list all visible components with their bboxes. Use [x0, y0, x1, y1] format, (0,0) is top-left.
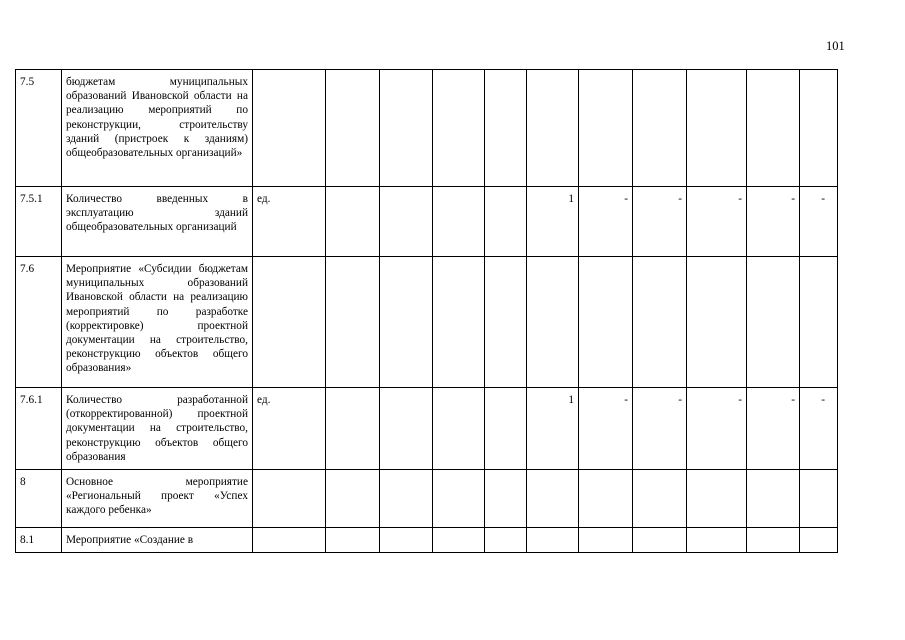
empty-cell — [326, 528, 380, 553]
empty-cell — [433, 388, 485, 470]
empty-cell — [485, 187, 527, 257]
row-dash-cell — [800, 257, 838, 388]
row-dash-cell: - — [747, 388, 800, 470]
empty-cell — [326, 388, 380, 470]
row-description-cell: Основное мероприятие «Региональный проект «Успех каждого ребенка» — [62, 470, 253, 528]
row-description-cell: Мероприятие «Субсидии бюджетам муниципальных образований Ивановской области на реализацию мероприятий по разработке (корректировке) проектной документации на строительство, реконструкцию объектов общего образования» — [62, 257, 253, 388]
row-dash-cell — [747, 528, 800, 553]
empty-cell — [433, 528, 485, 553]
row-dash-cell — [687, 70, 747, 187]
row-unit-cell — [253, 470, 326, 528]
row-dash-cell: - — [747, 187, 800, 257]
empty-cell — [380, 528, 433, 553]
row-code-cell: 7.5.1 — [16, 187, 62, 257]
row-dash-cell — [579, 70, 633, 187]
table-row — [16, 257, 838, 388]
row-dash-cell — [687, 528, 747, 553]
row-dash-cell: - — [687, 187, 747, 257]
row-dash-cell — [687, 470, 747, 528]
row-description-cell: Количество введенных в эксплуатацию зданий общеобразовательных организаций — [62, 187, 253, 257]
row-description-cell: бюджетам муниципальных образований Ивановской области на реализацию мероприятий по реконструкции, строительству зданий (пристроек к зданиям) общеобразовательных организаций» — [62, 70, 253, 187]
row-dash-cell — [800, 470, 838, 528]
row-dash-cell: - — [800, 187, 838, 257]
empty-cell — [433, 470, 485, 528]
row-dash-cell — [579, 257, 633, 388]
row-code-cell: 8.1 — [16, 528, 62, 553]
row-dash-cell — [633, 70, 687, 187]
empty-cell — [485, 70, 527, 187]
empty-cell — [380, 388, 433, 470]
empty-cell — [380, 470, 433, 528]
row-code-cell: 7.6.1 — [16, 388, 62, 470]
row-dash-cell — [747, 70, 800, 187]
row-dash-cell — [633, 257, 687, 388]
row-dash-cell — [633, 528, 687, 553]
row-dash-cell: - — [633, 388, 687, 470]
row-value-cell — [527, 528, 579, 553]
row-dash-cell — [800, 70, 838, 187]
empty-cell — [326, 257, 380, 388]
row-code-cell: 8 — [16, 470, 62, 528]
indicators-table — [15, 69, 838, 553]
row-description-cell: Количество разработанной (откорректированной) проектной документации на строительство, реконструкцию объектов общего образования — [62, 388, 253, 470]
empty-cell — [433, 70, 485, 187]
row-dash-cell: - — [687, 388, 747, 470]
row-dash-cell — [747, 470, 800, 528]
row-code-cell: 7.6 — [16, 257, 62, 388]
row-dash-cell: - — [579, 388, 633, 470]
table-row — [16, 388, 838, 470]
row-dash-cell — [747, 257, 800, 388]
empty-cell — [326, 70, 380, 187]
row-dash-cell: - — [633, 187, 687, 257]
empty-cell — [326, 470, 380, 528]
empty-cell — [380, 257, 433, 388]
empty-cell — [433, 257, 485, 388]
row-value-cell: 1 — [527, 187, 579, 257]
table-row — [16, 70, 838, 187]
empty-cell — [485, 470, 527, 528]
table-row — [16, 470, 838, 528]
row-dash-cell — [687, 257, 747, 388]
empty-cell — [326, 187, 380, 257]
empty-cell — [380, 70, 433, 187]
empty-cell — [380, 187, 433, 257]
empty-cell — [485, 528, 527, 553]
table-row — [16, 528, 838, 553]
row-unit-cell: ед. — [253, 388, 326, 470]
row-dash-cell — [579, 528, 633, 553]
row-unit-cell: ед. — [253, 187, 326, 257]
row-value-cell — [527, 257, 579, 388]
row-dash-cell — [800, 528, 838, 553]
page-number: 101 — [826, 39, 845, 53]
row-dash-cell: - — [800, 388, 838, 470]
row-unit-cell — [253, 257, 326, 388]
row-description-cell: Мероприятие «Создание в — [62, 528, 253, 553]
table-row — [16, 187, 838, 257]
row-dash-cell: - — [579, 187, 633, 257]
row-code-cell: 7.5 — [16, 70, 62, 187]
row-dash-cell — [633, 470, 687, 528]
empty-cell — [485, 388, 527, 470]
empty-cell — [485, 257, 527, 388]
row-unit-cell — [253, 528, 326, 553]
row-dash-cell — [579, 470, 633, 528]
empty-cell — [433, 187, 485, 257]
row-value-cell: 1 — [527, 388, 579, 470]
row-value-cell — [527, 470, 579, 528]
row-value-cell — [527, 70, 579, 187]
row-unit-cell — [253, 70, 326, 187]
